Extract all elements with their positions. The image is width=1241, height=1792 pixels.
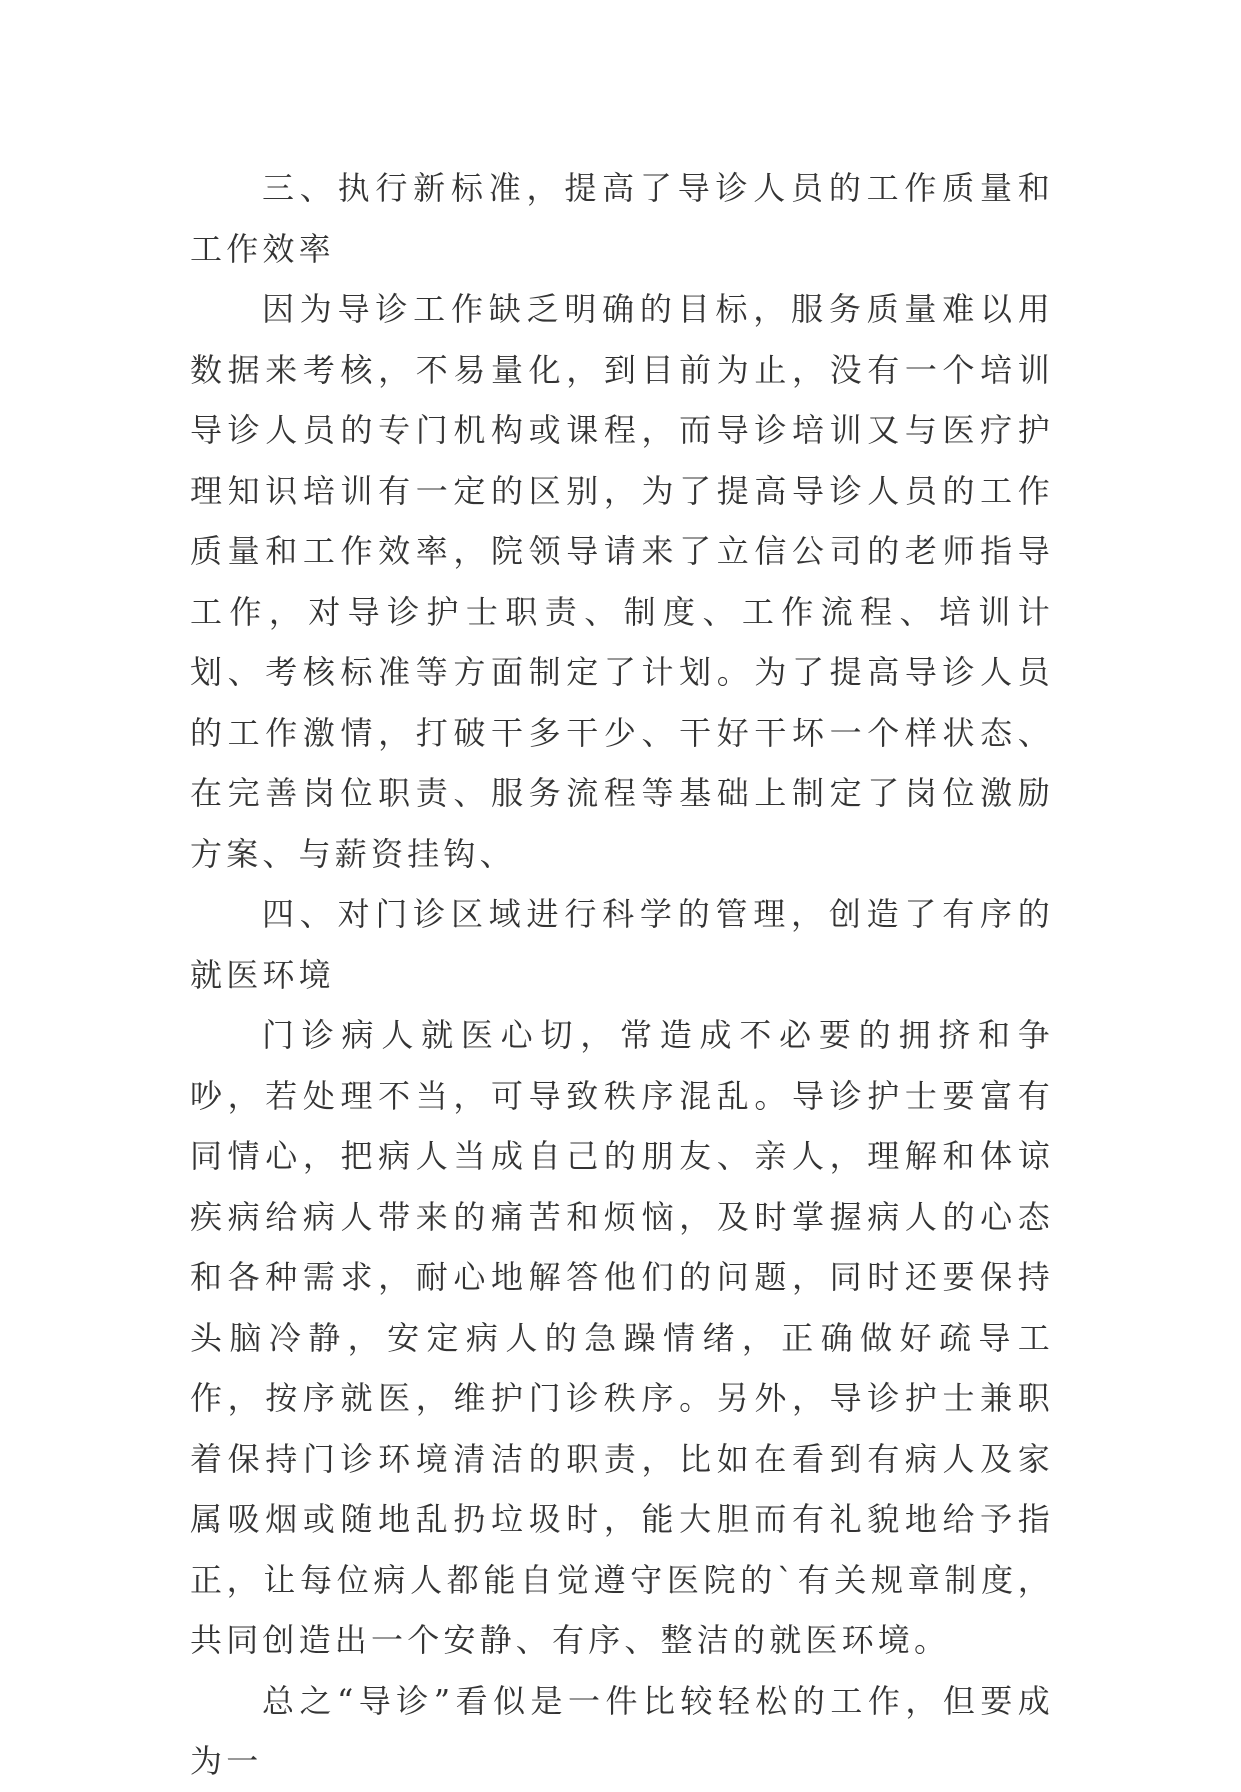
body-paragraph: 总之“导诊”看似是一件比较轻松的工作，但要成为一 [190, 1681, 1054, 1780]
body-paragraph: 因为导诊工作缺乏明确的目标，服务质量难以用数据来考核，不易量化，到目前为止，没有一个培训导诊人员的专门机构或课程，而导诊培训又与医疗护理知识培训有一定的区别，为了提高导诊人员的工作质量和工作效率，院领导请来了立信公司的老师指导工作，对导诊护士职责、制度、工作流程、培训计划、考核标准等方面制定了计划。为了提高导诊人员的工作激情，打破干多干少、干好干坏一个样状态、在完善岗位职责、服务流程等基础上制定了岗位激励方案、与薪资挂钩、 [190, 290, 1054, 873]
section-heading-3: 三、执行新标准，提高了导诊人员的工作质量和工作效率 [190, 169, 1054, 268]
body-paragraph: 门诊病人就医心切，常造成不必要的拥挤和争吵，若处理不当，可导致秩序混乱。导诊护士要富有同情心，把病人当成自己的朋友、亲人，理解和体谅疾病给病人带来的痛苦和烦恼，及时掌握病人的心态和各种需求，耐心地解答他们的问题，同时还要保持头脑冷静，安定病人的急躁情绪，正确做好疏导工作，按序就医，维护门诊秩序。另外，导诊护士兼职着保持门诊环境清洁的职责，比如在看到有病人及家属吸烟或随地乱扔垃圾时，能大胆而有礼貌地给予指正，让每位病人都能自觉遵守医院的`有关规章制度，共同创造出一个安静、有序、整洁的就医环境。 [190, 1016, 1054, 1659]
document-body [190, 158, 1054, 1792]
section-heading-4: 四、对门诊区域进行科学的管理，创造了有序的就医环境 [190, 895, 1054, 994]
